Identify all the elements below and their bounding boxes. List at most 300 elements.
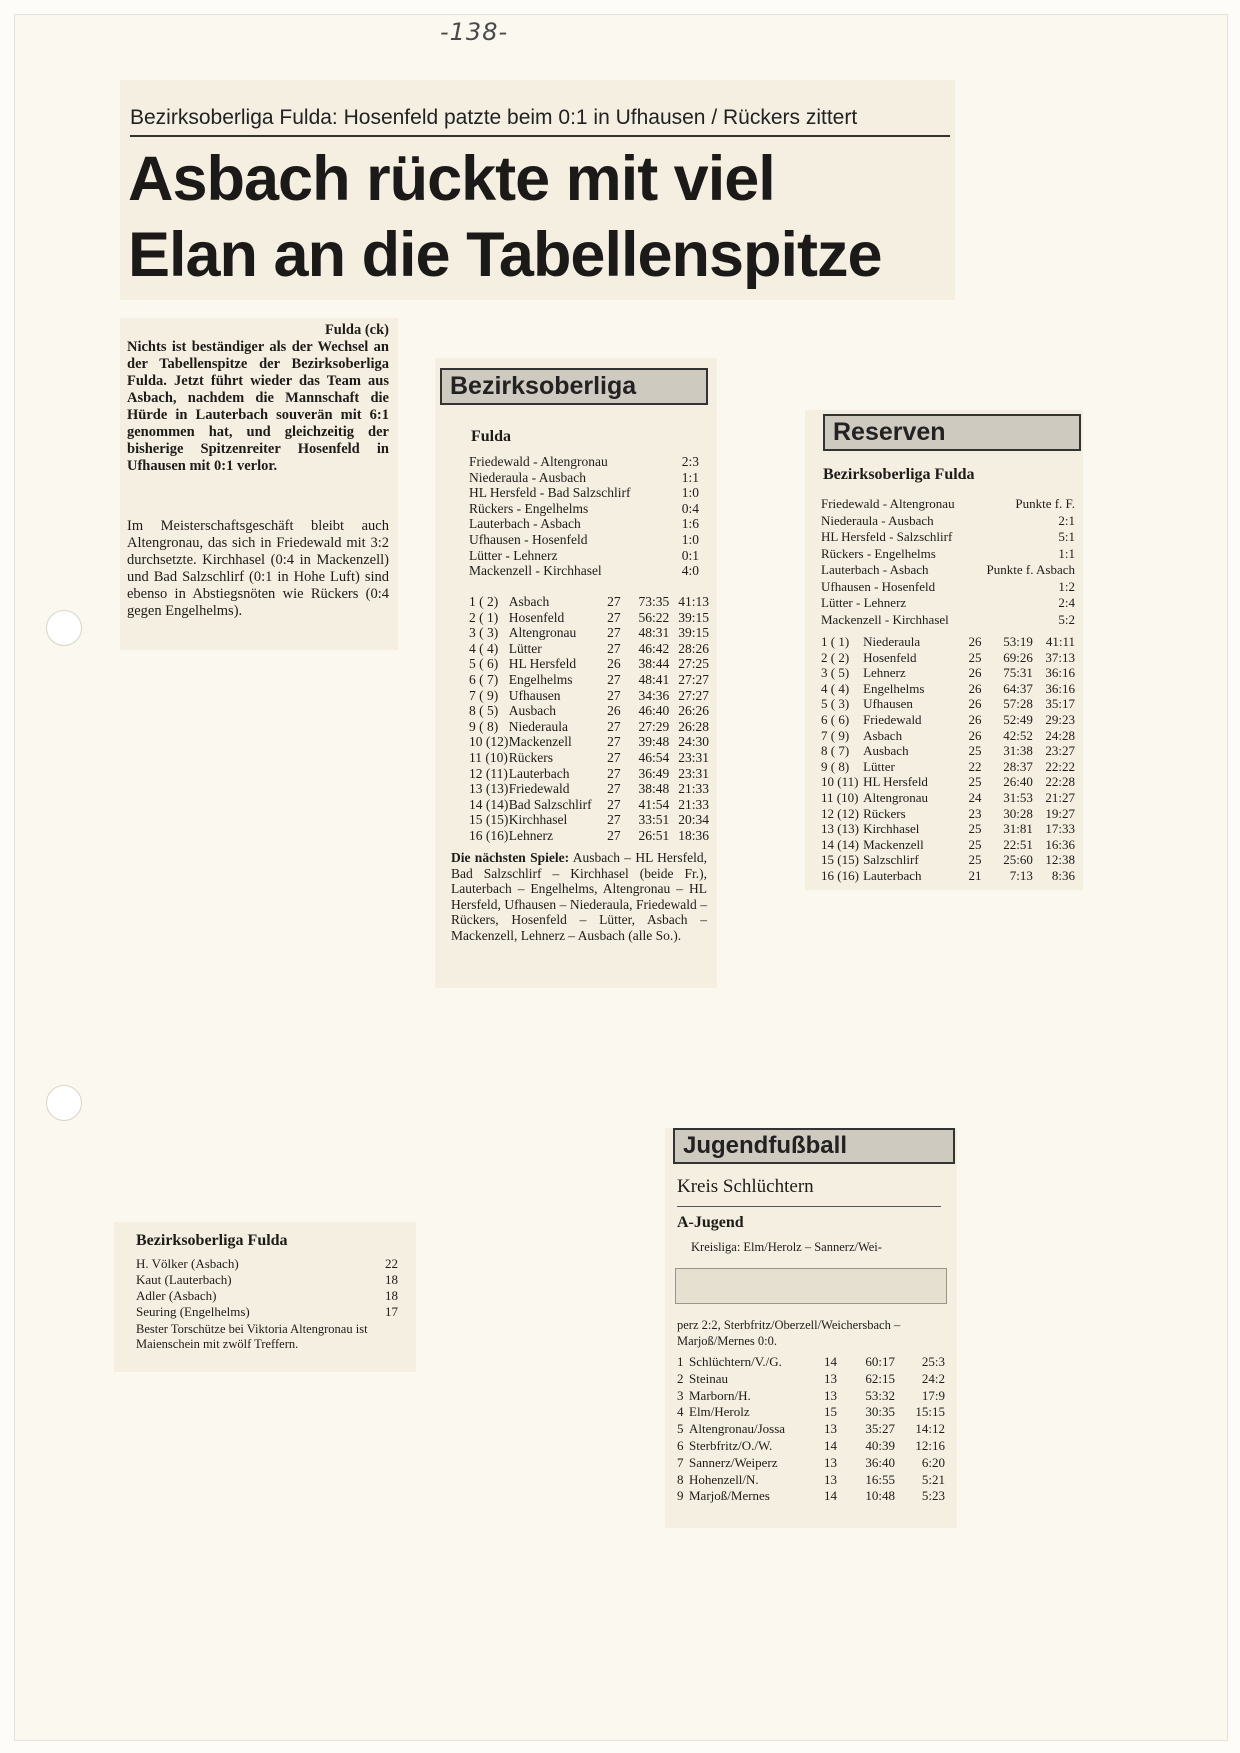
bezirksoberliga-clipping (435, 358, 717, 988)
table-pos: 6 (677, 1437, 684, 1453)
table-goals: 48:41 (638, 671, 670, 687)
table-team: Sterbfritz/O./W. (689, 1437, 773, 1453)
table-pos: 13 (13) (821, 821, 859, 837)
table-games: 27 (607, 734, 621, 750)
table-pos: 13 (13) (469, 781, 509, 797)
next-games-text: Ausbach – HL Hersfeld, Bad Salzschlirf – Kirchhasel (beide Fr.), Lauterbach – Engelhelms, Altengronau – HL Hersfeld, Ufhausen – Niederaula, Friedewald – Rückers, Hosenfeld – Lütter, Asbach – Mackenzell, Lehnerz – Ausbach (alle So.). (451, 850, 707, 943)
scorer-row (136, 1304, 398, 1320)
table-goals: 36:49 (638, 765, 670, 781)
table-team: Niederaula (863, 634, 921, 649)
table-points: 23:27 (1045, 743, 1075, 759)
table-goals: 46:40 (638, 703, 670, 719)
result-row (469, 485, 699, 501)
table-row (469, 703, 709, 719)
table-pos: 12 (11) (469, 765, 508, 781)
table-pos: 4 (677, 1404, 684, 1420)
table-games: 27 (607, 640, 621, 656)
table-team: Engelhelms (508, 671, 573, 687)
table-points: 12:38 (1045, 852, 1075, 868)
table-points: 21:33 (678, 781, 709, 797)
table-goals: 46:42 (638, 640, 670, 656)
table-row (469, 594, 709, 610)
punch-hole-top (46, 610, 82, 646)
table-row (821, 712, 1075, 728)
table-games: 25 (968, 852, 982, 868)
table-team: Bad Salzschlirf (508, 796, 592, 812)
table-points: 26:26 (678, 703, 709, 719)
table-row (677, 1488, 953, 1505)
table-goals: 48:31 (638, 625, 670, 641)
table-pos: 1 ( 1) (821, 634, 850, 649)
result-match: Rückers - Engelhelms (469, 500, 589, 516)
table-goals: 40:39 (865, 1437, 895, 1453)
table-row (821, 696, 1075, 712)
table-row (821, 634, 1075, 650)
table-team: Ausbach (508, 703, 556, 719)
table-goals: 62:15 (865, 1370, 895, 1386)
table-pos: 15 (15) (469, 812, 509, 828)
result-score: 2:3 (681, 454, 699, 469)
reserven-results (821, 496, 1075, 628)
table-games: 27 (607, 609, 621, 625)
table-games: 27 (607, 812, 621, 828)
table-row (469, 734, 709, 750)
scorer-name: Seuring (Engelhelms) (136, 1304, 250, 1319)
table-team: Altengronau/Jossa (689, 1421, 786, 1437)
table-row (821, 790, 1075, 806)
table-pos: 6 ( 7) (469, 671, 499, 687)
scorers-clipping (114, 1222, 416, 1372)
jugend-results: perz 2:2, Sterbfritz/Oberzell/Weichersbach – Marjoß/Mernes 0:0. (677, 1318, 901, 1348)
table-row (469, 750, 709, 766)
reserven-title: Reserven (823, 414, 1081, 451)
result-score: 0:4 (681, 500, 699, 516)
table-team: Kirchhasel (508, 812, 568, 828)
result-match: HL Hersfeld - Bad Salzschlirf (469, 485, 631, 501)
result-row (469, 548, 699, 564)
table-points: 15:15 (915, 1404, 945, 1420)
table-goals: 10:48 (865, 1488, 895, 1504)
table-team: Lehnerz (863, 665, 906, 681)
table-points: 17:9 (921, 1387, 945, 1403)
table-row (677, 1421, 953, 1438)
table-points: 41:11 (1045, 634, 1075, 649)
table-row (469, 688, 709, 704)
article-byline: Fulda (ck) (324, 322, 389, 338)
table-team: Marjoß/Mernes (689, 1488, 770, 1504)
result-score: Punkte f. Asbach (986, 562, 1075, 577)
punch-hole-bottom (46, 1085, 82, 1121)
table-team: Hosenfeld (508, 609, 565, 625)
result-score: 5:1 (1058, 529, 1075, 544)
table-team: HL Hersfeld (863, 774, 928, 790)
result-score: 1:1 (681, 469, 699, 485)
result-match: Niederaula - Ausbach (469, 469, 586, 485)
scorer-name: Adler (Asbach) (136, 1288, 217, 1303)
table-pos: 2 (677, 1370, 684, 1386)
table-points: 20:34 (678, 812, 709, 828)
article-lead-text: Nichts ist beständiger als der Wechsel an der Tabellenspitze der Bezirksoberliga Fulda. Jetzt führt wieder das Team aus Asbach, nachdem die Mannschaft die Hürde in Lauterbach souverän mit 6:1 genommen hat, und gleichzeitig der bisherige Spitzenreiter Hosenfeld in Ufhausen mit 0:1 verlor. (127, 339, 389, 474)
table-pos: 6 ( 6) (821, 711, 850, 727)
table-team: Steinau (689, 1370, 728, 1386)
table-games: 21 (968, 867, 982, 883)
table-pos: 12 (12) (821, 805, 859, 821)
table-games: 26 (607, 703, 621, 719)
table-points: 5:21 (921, 1471, 945, 1487)
table-team: Engelhelms (863, 680, 925, 696)
table-row (821, 759, 1075, 775)
jugend-clipping (665, 1128, 957, 1528)
table-team: Lauterbach (508, 765, 570, 781)
article-lead (127, 322, 389, 475)
jugend-table (677, 1354, 953, 1505)
table-goals: 53:19 (1003, 634, 1033, 649)
table-pos: 2 ( 1) (469, 609, 499, 625)
reserven-clipping (805, 410, 1083, 890)
bezirksoberliga-table (469, 594, 709, 844)
table-row (677, 1472, 953, 1489)
result-score: 1:2 (1058, 578, 1075, 594)
subtitle-rule (677, 1206, 941, 1207)
reserven-subtitle: Bezirksoberliga Fulda (823, 466, 975, 483)
table-pos: 15 (15) (821, 852, 859, 868)
table-team: Lütter (508, 640, 542, 656)
table-pos: 5 ( 6) (469, 656, 499, 672)
result-row (821, 546, 1075, 563)
table-goals: 52:49 (1003, 711, 1033, 727)
table-pos: 9 (677, 1488, 684, 1504)
table-goals: 31:53 (1003, 789, 1033, 805)
table-points: 28:26 (678, 640, 709, 656)
table-games: 26 (968, 711, 982, 727)
table-points: 19:27 (1045, 805, 1075, 821)
scorer-name: Kaut (Lauterbach) (136, 1272, 232, 1287)
table-games: 23 (968, 805, 982, 821)
result-match: Mackenzell - Kirchhasel (469, 563, 602, 579)
table-points: 6:20 (921, 1454, 945, 1470)
table-games: 13 (824, 1454, 837, 1470)
table-games: 15 (824, 1404, 837, 1420)
table-points: 12:16 (915, 1437, 945, 1453)
table-points: 26:28 (678, 718, 709, 734)
table-pos: 14 (14) (821, 836, 859, 852)
table-row (469, 625, 709, 641)
table-row (469, 672, 709, 688)
table-games: 13 (824, 1471, 837, 1487)
blank-strip (675, 1268, 947, 1304)
result-row (469, 501, 699, 517)
table-points: 36:16 (1045, 680, 1075, 696)
result-row (821, 612, 1075, 629)
table-row (469, 641, 709, 657)
table-pos: 8 ( 7) (821, 743, 850, 759)
table-row (677, 1438, 953, 1455)
table-goals: 36:40 (865, 1454, 895, 1470)
table-row (821, 821, 1075, 837)
table-pos: 9 ( 8) (821, 758, 850, 774)
table-goals: 69:26 (1003, 649, 1033, 665)
table-points: 24:30 (678, 734, 709, 750)
table-games: 27 (607, 827, 621, 843)
table-games: 27 (607, 625, 621, 641)
scorers-list (136, 1256, 398, 1320)
table-team: Ausbach (863, 743, 909, 759)
table-goals: 42:52 (1003, 727, 1033, 743)
table-points: 25:3 (921, 1354, 945, 1369)
table-team: Asbach (863, 727, 903, 743)
result-match: HL Hersfeld - Salzschlirf (821, 529, 953, 544)
table-points: 29:23 (1045, 711, 1075, 727)
table-goals: 41:54 (638, 796, 670, 812)
table-games: 26 (968, 696, 982, 712)
result-match: Ufhausen - Hosenfeld (469, 531, 588, 547)
result-score: 1:0 (681, 485, 699, 501)
table-points: 8:36 (1051, 867, 1075, 883)
table-points: 21:27 (1045, 789, 1075, 805)
table-games: 13 (824, 1370, 837, 1386)
table-games: 14 (824, 1354, 837, 1369)
table-points: 39:15 (678, 609, 709, 625)
table-games: 27 (607, 594, 621, 609)
jugend-subtitle: Kreis Schlüchtern (677, 1176, 814, 1197)
table-team: Ufhausen (863, 696, 913, 712)
table-pos: 3 ( 5) (821, 665, 850, 681)
table-goals: 7:13 (1009, 867, 1033, 883)
table-games: 27 (607, 765, 621, 781)
kicker-rule (130, 135, 950, 137)
table-row (821, 743, 1075, 759)
table-points: 14:12 (915, 1421, 945, 1437)
table-goals: 33:51 (638, 812, 670, 828)
scorer-goals: 18 (385, 1272, 398, 1287)
headline-line-2: Elan an die Tabellenspitze (128, 219, 882, 290)
table-team: Marborn/H. (689, 1387, 751, 1403)
table-pos: 3 (677, 1387, 684, 1403)
jugend-title: Jugendfußball (673, 1128, 955, 1164)
result-match: Lütter - Lehnerz (821, 595, 907, 610)
table-pos: 8 (677, 1471, 684, 1487)
table-team: Ufhausen (508, 687, 561, 703)
table-team: Altengronau (863, 789, 929, 805)
table-goals: 30:28 (1003, 805, 1033, 821)
table-team: HL Hersfeld (508, 656, 577, 672)
table-points: 5:23 (921, 1488, 945, 1504)
table-pos: 7 ( 9) (821, 727, 850, 743)
table-goals: 39:48 (638, 734, 670, 750)
result-row (821, 595, 1075, 612)
table-goals: 31:81 (1003, 821, 1033, 837)
table-goals: 30:35 (865, 1404, 895, 1420)
table-row (469, 797, 709, 813)
table-team: Friedewald (863, 711, 922, 727)
bezirksoberliga-results (469, 454, 699, 579)
result-score: 2:4 (1058, 595, 1075, 610)
table-team: Hosenfeld (863, 649, 917, 665)
table-points: 27:27 (678, 687, 709, 703)
table-points: 17:33 (1045, 821, 1075, 837)
table-pos: 4 ( 4) (469, 640, 499, 656)
table-goals: 75:31 (1003, 665, 1033, 681)
table-goals: 31:38 (1003, 743, 1033, 759)
table-games: 25 (968, 836, 982, 852)
table-goals: 53:32 (865, 1387, 895, 1403)
scorers-note: Bester Torschütze bei Viktoria Altengronau ist Maienschein mit zwölf Treffern. (136, 1322, 368, 1351)
table-pos: 11 (10) (469, 749, 508, 765)
result-row (821, 529, 1075, 546)
table-points: 23:31 (678, 765, 709, 781)
result-row (469, 470, 699, 486)
table-team: Elm/Herolz (689, 1404, 750, 1420)
table-points: 41:13 (678, 594, 709, 609)
table-pos: 7 (677, 1454, 684, 1470)
table-points: 16:36 (1045, 836, 1075, 852)
table-points: 27:27 (678, 671, 709, 687)
jugend-intro: Kreisliga: Elm/Herolz – Sannerz/Wei- (691, 1240, 882, 1254)
result-score: 4:0 (681, 563, 699, 579)
table-games: 26 (968, 727, 982, 743)
table-points: 23:31 (678, 749, 709, 765)
table-team: Lütter (863, 758, 895, 774)
result-row (469, 532, 699, 548)
table-points: 36:16 (1045, 665, 1075, 681)
result-score: 1:0 (681, 531, 699, 547)
jugend-class: A-Jugend (677, 1214, 744, 1231)
table-pos: 9 ( 8) (469, 718, 499, 734)
table-team: Salzschlirf (863, 852, 919, 868)
result-match: Ufhausen - Hosenfeld (821, 578, 936, 594)
table-pos: 16 (16) (821, 867, 859, 883)
result-match: Lauterbach - Asbach (469, 516, 581, 532)
result-row (821, 562, 1075, 579)
table-goals: 60:17 (865, 1354, 895, 1369)
table-row (821, 681, 1075, 697)
table-points: 22:22 (1045, 758, 1075, 774)
result-score: 2:1 (1058, 512, 1075, 528)
table-row (469, 719, 709, 735)
table-goals: 64:37 (1003, 680, 1033, 696)
table-games: 26 (968, 665, 982, 681)
table-goals: 38:48 (638, 781, 670, 797)
table-team: Lauterbach (863, 867, 922, 883)
result-score: 5:2 (1058, 611, 1075, 627)
table-goals: 34:36 (638, 687, 670, 703)
table-pos: 4 ( 4) (821, 680, 850, 696)
table-row (821, 852, 1075, 868)
article-text-clipping (120, 318, 398, 650)
next-games-label: Die nächsten Spiele: (451, 850, 570, 865)
table-games: 26 (607, 656, 621, 672)
scorer-goals: 22 (385, 1256, 398, 1271)
table-team: Mackenzell (508, 734, 572, 750)
table-games: 13 (824, 1387, 837, 1403)
table-row (469, 828, 709, 844)
table-team: Asbach (508, 594, 550, 609)
table-row (677, 1354, 953, 1371)
table-games: 13 (824, 1421, 837, 1437)
table-row (821, 868, 1075, 884)
result-score: 1:6 (681, 516, 699, 532)
table-games: 27 (607, 671, 621, 687)
table-points: 21:33 (678, 796, 709, 812)
article-headline (128, 142, 882, 293)
table-team: Mackenzell (863, 836, 924, 852)
table-points: 39:15 (678, 625, 709, 641)
table-pos: 16 (16) (469, 827, 509, 843)
table-goals: 27:29 (638, 718, 670, 734)
reserven-table (821, 634, 1075, 884)
table-games: 25 (968, 774, 982, 790)
table-games: 26 (968, 634, 982, 649)
result-match: Lauterbach - Asbach (821, 562, 929, 577)
result-match: Friedewald - Altengronau (469, 454, 608, 469)
result-row (469, 516, 699, 532)
table-row (469, 812, 709, 828)
table-team: Sannerz/Weiperz (689, 1454, 778, 1470)
table-games: 27 (607, 796, 621, 812)
result-match: Niederaula - Ausbach (821, 512, 934, 528)
result-score: Punkte f. F. (1015, 496, 1075, 511)
table-row (677, 1455, 953, 1472)
bezirksoberliga-subtitle: Fulda (471, 428, 512, 445)
table-pos: 5 ( 3) (821, 696, 850, 712)
result-row (469, 454, 699, 470)
scorer-goals: 17 (385, 1304, 398, 1319)
table-row (677, 1404, 953, 1421)
headline-clipping (120, 80, 955, 300)
table-pos: 7 ( 9) (469, 687, 499, 703)
scorer-row (136, 1256, 398, 1272)
table-games: 27 (607, 687, 621, 703)
result-row (469, 563, 699, 579)
table-row (677, 1371, 953, 1388)
table-games: 27 (607, 781, 621, 797)
table-goals: 25:60 (1003, 852, 1033, 868)
table-points: 37:13 (1045, 649, 1075, 665)
scorer-row (136, 1272, 398, 1288)
table-goals: 57:28 (1003, 696, 1033, 712)
table-games: 22 (968, 758, 982, 774)
table-row (469, 610, 709, 626)
table-pos: 3 ( 3) (469, 625, 499, 641)
table-row (821, 665, 1075, 681)
table-team: Hohenzell/N. (689, 1471, 759, 1487)
table-games: 25 (968, 743, 982, 759)
table-team: Altengronau (508, 625, 577, 641)
table-games: 27 (607, 749, 621, 765)
article-body: Im Meisterschaftsgeschäft bleibt auch Altengronau, das sich in Friedewald mit 3:2 durchsetzte. Kirchhasel (0:4 in Mackenzell) und Bad Salzschlirf (0:1 in Hohe Luft) sind ebenso in Abstiegsnöten wie Rückers (0:4 gegen Engelhelms). (127, 518, 389, 619)
table-goals: 56:22 (638, 609, 670, 625)
next-games (451, 850, 707, 944)
table-team: Niederaula (508, 718, 568, 734)
scorer-goals: 18 (385, 1288, 398, 1303)
table-goals: 46:54 (638, 749, 670, 765)
table-goals: 26:40 (1003, 774, 1033, 790)
result-score: 1:1 (1058, 545, 1075, 561)
table-pos: 8 ( 5) (469, 703, 499, 719)
table-team: Rückers (863, 805, 906, 821)
scorer-name: H. Völker (Asbach) (136, 1256, 239, 1271)
table-points: 18:36 (678, 827, 709, 843)
result-match: Lütter - Lehnerz (469, 547, 558, 563)
page-number: -138- (440, 18, 509, 46)
table-goals: 73:35 (638, 594, 670, 609)
table-row (821, 806, 1075, 822)
table-games: 27 (607, 718, 621, 734)
table-team: Kirchhasel (863, 821, 920, 837)
table-team: Friedewald (508, 781, 570, 797)
table-pos: 1 (677, 1354, 684, 1369)
article-kicker: Bezirksoberliga Fulda: Hosenfeld patzte beim 0:1 in Ufhausen / Rückers zittert (130, 106, 858, 129)
